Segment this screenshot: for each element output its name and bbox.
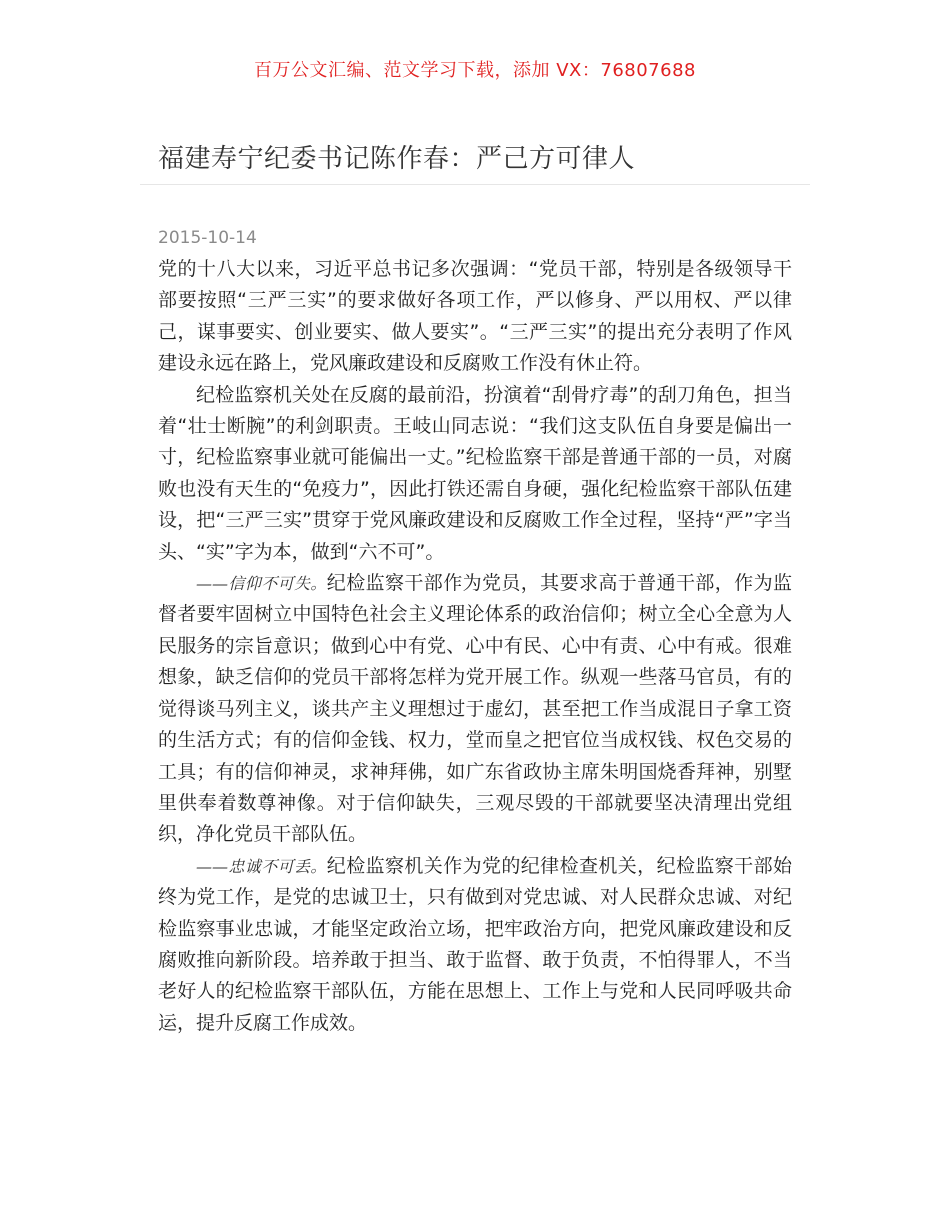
section-lead-loyalty: ——忠诚不可丢。: [196, 856, 327, 876]
paragraph-4: [158, 851, 792, 1039]
paragraph-3: [158, 568, 792, 851]
paragraph-1: 党的十八大以来，习近平总书记多次强调：“党员干部，特别是各级领导干部要按照“三严三实”的要求做好各项工作，严以修身、严以用权、严以律己，谋事要实、创业要实、做人要实”。“三严三实”的提出充分表明了作风建设永远在路上，党风廉政建设和反腐败工作没有休止符。: [158, 258, 792, 375]
promo-banner: 百万公文汇编、范文学习下载，添加 VX：76807688: [254, 60, 696, 81]
section-lead-faith: ——信仰不可失。: [196, 574, 327, 594]
title-divider: [140, 184, 810, 185]
article-title: 福建寿宁纪委书记陈作春：严己方可律人: [158, 144, 636, 174]
paragraph-3-body: 纪检监察干部作为党员，其要求高于普通干部，作为监督者要牢固树立中国特色社会主义理论体系的政治信仰；树立全心全意为人民服务的宗旨意识；做到心中有党、心中有民、心中有责、心中有戒。很难想象，缺乏信仰的党员干部将怎样为党开展工作。纵观一些落马官员，有的觉得谈马列主义，谈共产主义理想过于虚幻，甚至把工作当成混日子拿工资的生活方式；有的信仰金钱、权力，堂而皇之把官位当成权钱、权色交易的工具；有的信仰神灵，求神拜佛，如广东省政协主席朱明国烧香拜神，别墅里供奉着数尊神像。对于信仰缺失，三观尽毁的干部就要坚决清理出党组织，净化党员干部队伍。: [158, 572, 792, 846]
article-date: 2015-10-14: [158, 228, 257, 248]
article-body: [158, 254, 792, 1039]
paragraph-2: 纪检监察机关处在反腐的最前沿，扮演着“刮骨疗毒”的刮刀角色，担当着“壮士断腕”的利剑职责。王岐山同志说：“我们这支队伍自身要是偏出一寸，纪检监察事业就可能偏出一丈。”纪检监察干部是普通干部的一员，对腐败也没有天生的“免疫力”，因此打铁还需自身硬，强化纪检监察干部队伍建设，把“三严三实”贯穿于党风廉政建设和反腐败工作全过程，坚持“严”字当头、“实”字为本，做到“六不可”。: [158, 383, 792, 563]
paragraph-4-body: 纪检监察机关作为党的纪律检查机关，纪检监察干部始终为党工作，是党的忠诚卫士，只有做到对党忠诚、对人民群众忠诚、对纪检监察事业忠诚，才能坚定政治立场，把牢政治方向，把党风廉政建设和反腐败推向新阶段。培养敢于担当、敢于监督、敢于负责，不怕得罪人，不当老好人的纪检监察干部队伍，方能在思想上、工作上与党和人民同呼吸共命运，提升反腐工作成效。: [158, 854, 792, 1034]
